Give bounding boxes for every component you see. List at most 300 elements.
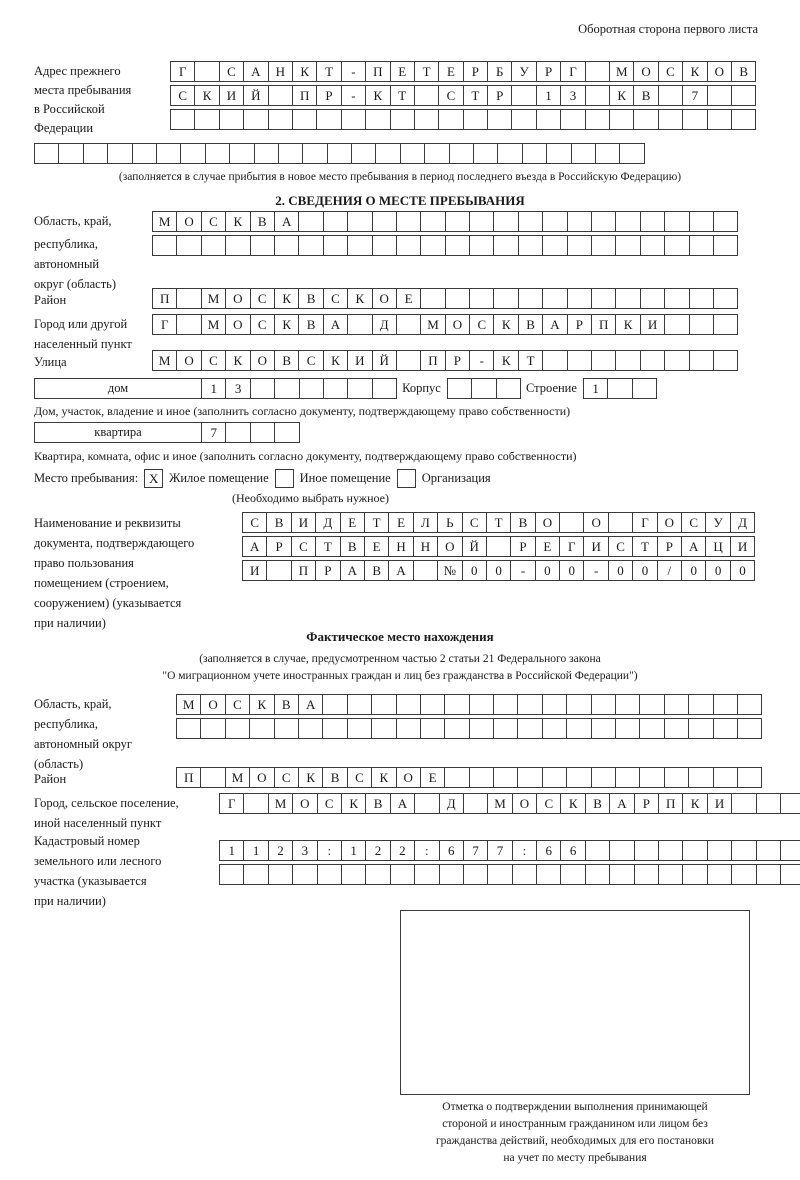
prev-address-cell[interactable]: Т (316, 61, 341, 82)
city-cell[interactable] (713, 314, 738, 335)
actual-city-cell[interactable]: П (658, 793, 683, 814)
region-cell[interactable] (396, 235, 421, 256)
prev-address-cell[interactable] (585, 85, 610, 106)
cadastral-cell[interactable] (634, 840, 659, 861)
stay-type-checkbox-organization[interactable] (397, 469, 416, 488)
region-cell[interactable] (640, 211, 665, 232)
region-cell[interactable] (615, 235, 640, 256)
doc-cell[interactable]: 0 (705, 560, 730, 581)
actual-region-cell[interactable] (420, 718, 445, 739)
region-cell[interactable] (469, 235, 494, 256)
prev-address-cell[interactable] (536, 109, 561, 130)
prev-address-cell[interactable] (34, 143, 59, 164)
region-cell[interactable] (445, 235, 470, 256)
prev-address-cell[interactable]: Н (268, 61, 293, 82)
region-cell[interactable] (664, 211, 689, 232)
cadastral-cell[interactable]: 7 (487, 840, 512, 861)
region-cell[interactable] (420, 211, 445, 232)
district-cell[interactable] (445, 288, 470, 309)
prev-address-cell[interactable] (707, 109, 732, 130)
prev-address-cell[interactable]: Т (390, 85, 415, 106)
actual-city-cell[interactable]: В (585, 793, 610, 814)
prev-address-cell[interactable] (658, 85, 683, 106)
actual-region-cell[interactable] (566, 694, 591, 715)
cadastral-cell[interactable]: 2 (390, 840, 415, 861)
actual-district-cell[interactable]: О (249, 767, 274, 788)
prev-address-cell[interactable] (511, 109, 536, 130)
actual-district-cell[interactable] (664, 767, 689, 788)
prev-address-cell[interactable] (58, 143, 83, 164)
actual-region-cell[interactable] (200, 718, 225, 739)
flat-cell[interactable]: 7 (201, 422, 226, 443)
prev-address-cell[interactable]: О (707, 61, 732, 82)
prev-address-cell[interactable] (595, 143, 620, 164)
actual-region-cell[interactable] (298, 718, 323, 739)
actual-region-row-2[interactable] (176, 718, 761, 739)
cadastral-cell[interactable] (585, 864, 610, 885)
actual-city-cell[interactable] (731, 793, 756, 814)
actual-city-cell[interactable]: А (390, 793, 415, 814)
region-cell[interactable] (615, 211, 640, 232)
district-cell[interactable] (640, 288, 665, 309)
district-cell[interactable] (493, 288, 518, 309)
prev-address-cell[interactable] (560, 109, 585, 130)
prev-address-cell[interactable] (546, 143, 571, 164)
region-cell[interactable] (689, 235, 714, 256)
cadastral-cell[interactable]: 7 (463, 840, 488, 861)
actual-region-cell[interactable] (249, 718, 274, 739)
prev-address-cell[interactable] (292, 109, 317, 130)
house-cell[interactable] (299, 378, 324, 399)
prev-address-cell[interactable]: Р (536, 61, 561, 82)
stroenie-cell[interactable] (607, 378, 632, 399)
actual-region-cell[interactable]: В (274, 694, 299, 715)
actual-district-cell[interactable] (615, 767, 640, 788)
prev-address-cell[interactable]: Р (316, 85, 341, 106)
prev-address-row-1[interactable] (170, 61, 755, 82)
actual-district-cell[interactable]: О (396, 767, 421, 788)
actual-region-cell[interactable] (225, 718, 250, 739)
prev-address-cell[interactable] (132, 143, 157, 164)
prev-address-cell[interactable] (278, 143, 303, 164)
doc-cell[interactable]: О (657, 512, 682, 533)
cadastral-cell[interactable]: 6 (536, 840, 561, 861)
cadastral-cell[interactable] (682, 864, 707, 885)
actual-city-cell[interactable]: А (609, 793, 634, 814)
actual-city-cell[interactable]: Д (439, 793, 464, 814)
street-cell[interactable] (542, 350, 567, 371)
actual-region-cell[interactable] (469, 718, 494, 739)
cadastral-cell[interactable] (365, 864, 390, 885)
doc-cell[interactable]: - (510, 560, 535, 581)
region-cell[interactable] (323, 211, 348, 232)
region-cell[interactable] (396, 211, 421, 232)
cadastral-cell[interactable] (731, 864, 756, 885)
region-cell[interactable] (713, 235, 738, 256)
district-cell[interactable] (518, 288, 543, 309)
prev-address-row-2[interactable] (170, 85, 755, 106)
actual-region-cell[interactable] (639, 694, 664, 715)
prev-address-cell[interactable] (414, 85, 439, 106)
actual-city-cell[interactable]: И (707, 793, 732, 814)
cadastral-cell[interactable]: 1 (341, 840, 366, 861)
cadastral-cell[interactable] (634, 864, 659, 885)
prev-address-cell[interactable] (327, 143, 352, 164)
prev-address-cell[interactable] (243, 109, 268, 130)
flat-cells[interactable] (201, 422, 299, 443)
region-cell[interactable] (567, 211, 592, 232)
actual-region-cell[interactable] (347, 718, 372, 739)
doc-cell[interactable]: Ц (705, 536, 730, 557)
district-row[interactable] (152, 288, 737, 309)
region-cell[interactable] (469, 211, 494, 232)
region-cell[interactable] (493, 235, 518, 256)
house-cell[interactable] (250, 378, 275, 399)
actual-region-cell[interactable] (517, 694, 542, 715)
city-cell[interactable]: С (250, 314, 275, 335)
prev-address-cell[interactable] (205, 143, 230, 164)
house-cell[interactable] (347, 378, 372, 399)
prev-address-cell[interactable]: П (365, 61, 390, 82)
region-cell[interactable] (591, 235, 616, 256)
region-cell[interactable]: А (274, 211, 299, 232)
district-cell[interactable] (176, 288, 201, 309)
street-cell[interactable] (664, 350, 689, 371)
doc-cell[interactable] (266, 560, 291, 581)
doc-cell[interactable]: Д (730, 512, 755, 533)
district-cell[interactable]: П (152, 288, 177, 309)
prev-address-cell[interactable] (682, 109, 707, 130)
region-cell[interactable] (298, 235, 323, 256)
region-cell[interactable] (689, 211, 714, 232)
actual-region-cell[interactable] (713, 718, 738, 739)
city-cell[interactable]: И (640, 314, 665, 335)
actual-district-cell[interactable] (469, 767, 494, 788)
doc-cell[interactable]: 0 (535, 560, 560, 581)
prev-address-cell[interactable]: И (219, 85, 244, 106)
actual-district-cell[interactable] (713, 767, 738, 788)
street-cell[interactable]: И (347, 350, 372, 371)
house-cell[interactable]: 1 (201, 378, 226, 399)
prev-address-cell[interactable]: С (219, 61, 244, 82)
prev-address-cell[interactable]: К (365, 85, 390, 106)
actual-region-cell[interactable] (639, 718, 664, 739)
prev-address-cell[interactable] (400, 143, 425, 164)
prev-address-cell[interactable] (229, 143, 254, 164)
flat-cell[interactable] (250, 422, 275, 443)
actual-district-cell[interactable]: С (347, 767, 372, 788)
prev-address-cell[interactable] (449, 143, 474, 164)
doc-cell[interactable] (559, 512, 584, 533)
prev-address-cell[interactable]: - (341, 85, 366, 106)
stroenie-cell[interactable]: 1 (583, 378, 608, 399)
prev-address-row-3[interactable] (170, 109, 755, 130)
cadastral-cell[interactable] (243, 864, 268, 885)
district-cell[interactable]: Е (396, 288, 421, 309)
cadastral-cell[interactable] (390, 864, 415, 885)
street-cell[interactable]: - (469, 350, 494, 371)
doc-cell[interactable]: В (266, 512, 291, 533)
prev-address-cell[interactable]: К (292, 61, 317, 82)
cadastral-cell[interactable] (756, 864, 781, 885)
doc-cell[interactable]: Е (364, 536, 389, 557)
cadastral-cell[interactable]: : (414, 840, 439, 861)
doc-row-3[interactable] (242, 560, 754, 581)
prev-address-cell[interactable] (302, 143, 327, 164)
actual-district-cell[interactable]: Е (420, 767, 445, 788)
doc-cell[interactable]: С (242, 512, 267, 533)
region-cell[interactable] (347, 235, 372, 256)
city-cell[interactable]: М (420, 314, 445, 335)
prev-address-cell[interactable]: Б (487, 61, 512, 82)
cadastral-row-2[interactable] (219, 864, 800, 885)
region-cell[interactable] (225, 235, 250, 256)
house-cells[interactable] (201, 378, 396, 399)
doc-cell[interactable]: Г (559, 536, 584, 557)
prev-address-cell[interactable] (658, 109, 683, 130)
street-cell[interactable] (689, 350, 714, 371)
cadastral-cell[interactable]: 3 (292, 840, 317, 861)
street-cell[interactable]: О (250, 350, 275, 371)
doc-cell[interactable]: 0 (608, 560, 633, 581)
street-cell[interactable]: Т (518, 350, 543, 371)
region-cell[interactable] (274, 235, 299, 256)
cadastral-cell[interactable]: 6 (439, 840, 464, 861)
cadastral-cell[interactable] (487, 864, 512, 885)
prev-address-cell[interactable] (473, 143, 498, 164)
actual-city-cell[interactable] (756, 793, 781, 814)
prev-address-cell[interactable]: С (438, 85, 463, 106)
doc-cell[interactable]: А (242, 536, 267, 557)
region-cell[interactable] (493, 211, 518, 232)
prev-address-cell[interactable] (633, 109, 658, 130)
doc-row-2[interactable] (242, 536, 754, 557)
doc-cell[interactable]: Й (462, 536, 487, 557)
cadastral-cell[interactable]: : (512, 840, 537, 861)
city-cell[interactable]: К (493, 314, 518, 335)
doc-cell[interactable]: П (291, 560, 316, 581)
region-cell[interactable]: К (225, 211, 250, 232)
cadastral-cell[interactable] (463, 864, 488, 885)
doc-cell[interactable]: Р (315, 560, 340, 581)
prev-address-cell[interactable]: Й (243, 85, 268, 106)
prev-address-cell[interactable]: К (609, 85, 634, 106)
region-cell[interactable] (201, 235, 226, 256)
actual-district-cell[interactable]: В (322, 767, 347, 788)
region-cell[interactable] (518, 235, 543, 256)
doc-cell[interactable]: С (462, 512, 487, 533)
prev-address-cell[interactable] (316, 109, 341, 130)
district-cell[interactable] (420, 288, 445, 309)
actual-district-cell[interactable] (688, 767, 713, 788)
prev-address-cell[interactable] (487, 109, 512, 130)
region-cell[interactable]: М (152, 211, 177, 232)
street-cell[interactable]: К (493, 350, 518, 371)
prev-address-cell[interactable] (156, 143, 181, 164)
actual-district-cell[interactable] (493, 767, 518, 788)
region-cell[interactable] (250, 235, 275, 256)
doc-cell[interactable]: 0 (681, 560, 706, 581)
cadastral-cell[interactable]: : (317, 840, 342, 861)
actual-district-cell[interactable]: С (274, 767, 299, 788)
actual-city-cell[interactable] (463, 793, 488, 814)
cadastral-cell[interactable] (707, 864, 732, 885)
doc-cell[interactable]: № (437, 560, 462, 581)
district-cell[interactable]: К (347, 288, 372, 309)
actual-region-cell[interactable] (274, 718, 299, 739)
region-cell[interactable] (713, 211, 738, 232)
prev-address-cell[interactable]: В (633, 85, 658, 106)
actual-city-cell[interactable] (414, 793, 439, 814)
prev-address-row-4[interactable] (34, 143, 644, 164)
actual-city-cell[interactable]: Г (219, 793, 244, 814)
street-cell[interactable] (713, 350, 738, 371)
actual-region-cell[interactable] (737, 694, 762, 715)
prev-address-cell[interactable]: Т (463, 85, 488, 106)
region-row-1[interactable] (152, 211, 737, 232)
city-row[interactable] (152, 314, 737, 335)
korpus-cell[interactable] (471, 378, 496, 399)
actual-city-cell[interactable]: К (341, 793, 366, 814)
actual-city-cell[interactable] (780, 793, 800, 814)
doc-cell[interactable]: 0 (632, 560, 657, 581)
prev-address-cell[interactable]: К (682, 61, 707, 82)
district-cell[interactable]: О (225, 288, 250, 309)
region-cell[interactable] (640, 235, 665, 256)
cadastral-cell[interactable]: 1 (219, 840, 244, 861)
doc-cell[interactable]: О (437, 536, 462, 557)
district-cell[interactable]: В (298, 288, 323, 309)
doc-cell[interactable]: Г (632, 512, 657, 533)
prev-address-cell[interactable] (522, 143, 547, 164)
district-cell[interactable] (664, 288, 689, 309)
region-cell[interactable] (542, 235, 567, 256)
actual-region-cell[interactable] (444, 718, 469, 739)
actual-region-cell[interactable] (591, 718, 616, 739)
actual-region-cell[interactable] (566, 718, 591, 739)
street-cell[interactable]: К (225, 350, 250, 371)
prev-address-cell[interactable] (268, 85, 293, 106)
actual-city-row[interactable] (219, 793, 800, 814)
actual-district-row[interactable] (176, 767, 761, 788)
actual-region-cell[interactable] (469, 694, 494, 715)
actual-region-cell[interactable] (688, 694, 713, 715)
prev-address-cell[interactable]: В (731, 61, 756, 82)
prev-address-cell[interactable] (463, 109, 488, 130)
cadastral-cell[interactable] (560, 864, 585, 885)
prev-address-cell[interactable]: С (658, 61, 683, 82)
actual-city-cell[interactable]: Р (634, 793, 659, 814)
actual-region-cell[interactable] (444, 694, 469, 715)
street-cell[interactable]: П (420, 350, 445, 371)
doc-cell[interactable] (608, 512, 633, 533)
prev-address-cell[interactable]: 1 (536, 85, 561, 106)
doc-cell[interactable]: 0 (559, 560, 584, 581)
prev-address-cell[interactable] (194, 61, 219, 82)
district-cell[interactable]: С (250, 288, 275, 309)
city-cell[interactable]: М (201, 314, 226, 335)
region-cell[interactable]: В (250, 211, 275, 232)
actual-region-cell[interactable] (615, 718, 640, 739)
city-cell[interactable] (396, 314, 421, 335)
actual-region-cell[interactable] (664, 694, 689, 715)
street-cell[interactable] (396, 350, 421, 371)
actual-district-cell[interactable]: М (225, 767, 250, 788)
actual-city-cell[interactable]: С (317, 793, 342, 814)
doc-cell[interactable]: О (535, 512, 560, 533)
house-cell[interactable]: 3 (225, 378, 250, 399)
actual-district-cell[interactable] (639, 767, 664, 788)
korpus-cell[interactable] (496, 378, 521, 399)
cadastral-cell[interactable]: 2 (268, 840, 293, 861)
cadastral-cell[interactable] (219, 864, 244, 885)
prev-address-cell[interactable]: С (170, 85, 195, 106)
doc-cell[interactable]: Р (266, 536, 291, 557)
doc-cell[interactable]: 0 (730, 560, 755, 581)
cadastral-cell[interactable] (268, 864, 293, 885)
doc-cell[interactable]: И (291, 512, 316, 533)
street-cell[interactable]: К (323, 350, 348, 371)
doc-cell[interactable]: У (705, 512, 730, 533)
city-cell[interactable]: К (274, 314, 299, 335)
actual-region-cell[interactable] (371, 718, 396, 739)
city-cell[interactable]: К (615, 314, 640, 335)
prev-address-cell[interactable]: О (633, 61, 658, 82)
prev-address-cell[interactable] (438, 109, 463, 130)
stay-type-checkbox-residential[interactable]: X (144, 469, 163, 488)
cadastral-row-1[interactable] (219, 840, 800, 861)
prev-address-cell[interactable] (585, 61, 610, 82)
house-cell[interactable] (323, 378, 348, 399)
cadastral-cell[interactable] (512, 864, 537, 885)
actual-region-cell[interactable] (713, 694, 738, 715)
doc-cell[interactable]: В (340, 536, 365, 557)
prev-address-cell[interactable] (731, 85, 756, 106)
prev-address-cell[interactable]: Г (560, 61, 585, 82)
city-cell[interactable]: В (298, 314, 323, 335)
district-cell[interactable] (615, 288, 640, 309)
prev-address-cell[interactable]: Е (438, 61, 463, 82)
prev-address-cell[interactable]: А (243, 61, 268, 82)
doc-cell[interactable]: И (583, 536, 608, 557)
doc-cell[interactable]: 0 (462, 560, 487, 581)
region-cell[interactable]: С (201, 211, 226, 232)
cadastral-cell[interactable] (609, 840, 634, 861)
region-cell[interactable] (591, 211, 616, 232)
flat-cell[interactable] (274, 422, 299, 443)
region-cell[interactable] (298, 211, 323, 232)
actual-district-cell[interactable] (591, 767, 616, 788)
doc-cell[interactable]: Е (535, 536, 560, 557)
actual-city-cell[interactable]: О (292, 793, 317, 814)
region-cell[interactable] (542, 211, 567, 232)
prev-address-cell[interactable] (180, 143, 205, 164)
district-cell[interactable] (469, 288, 494, 309)
korpus-cell[interactable] (447, 378, 472, 399)
city-cell[interactable]: А (323, 314, 348, 335)
city-cell[interactable]: О (445, 314, 470, 335)
stamp-area[interactable] (400, 910, 750, 1095)
doc-cell[interactable]: Т (632, 536, 657, 557)
prev-address-cell[interactable] (414, 109, 439, 130)
actual-region-cell[interactable] (493, 694, 518, 715)
doc-cell[interactable]: А (340, 560, 365, 581)
city-cell[interactable]: О (225, 314, 250, 335)
street-cell[interactable] (567, 350, 592, 371)
doc-cell[interactable]: Е (388, 512, 413, 533)
actual-region-cell[interactable] (542, 718, 567, 739)
street-cell[interactable]: Й (372, 350, 397, 371)
